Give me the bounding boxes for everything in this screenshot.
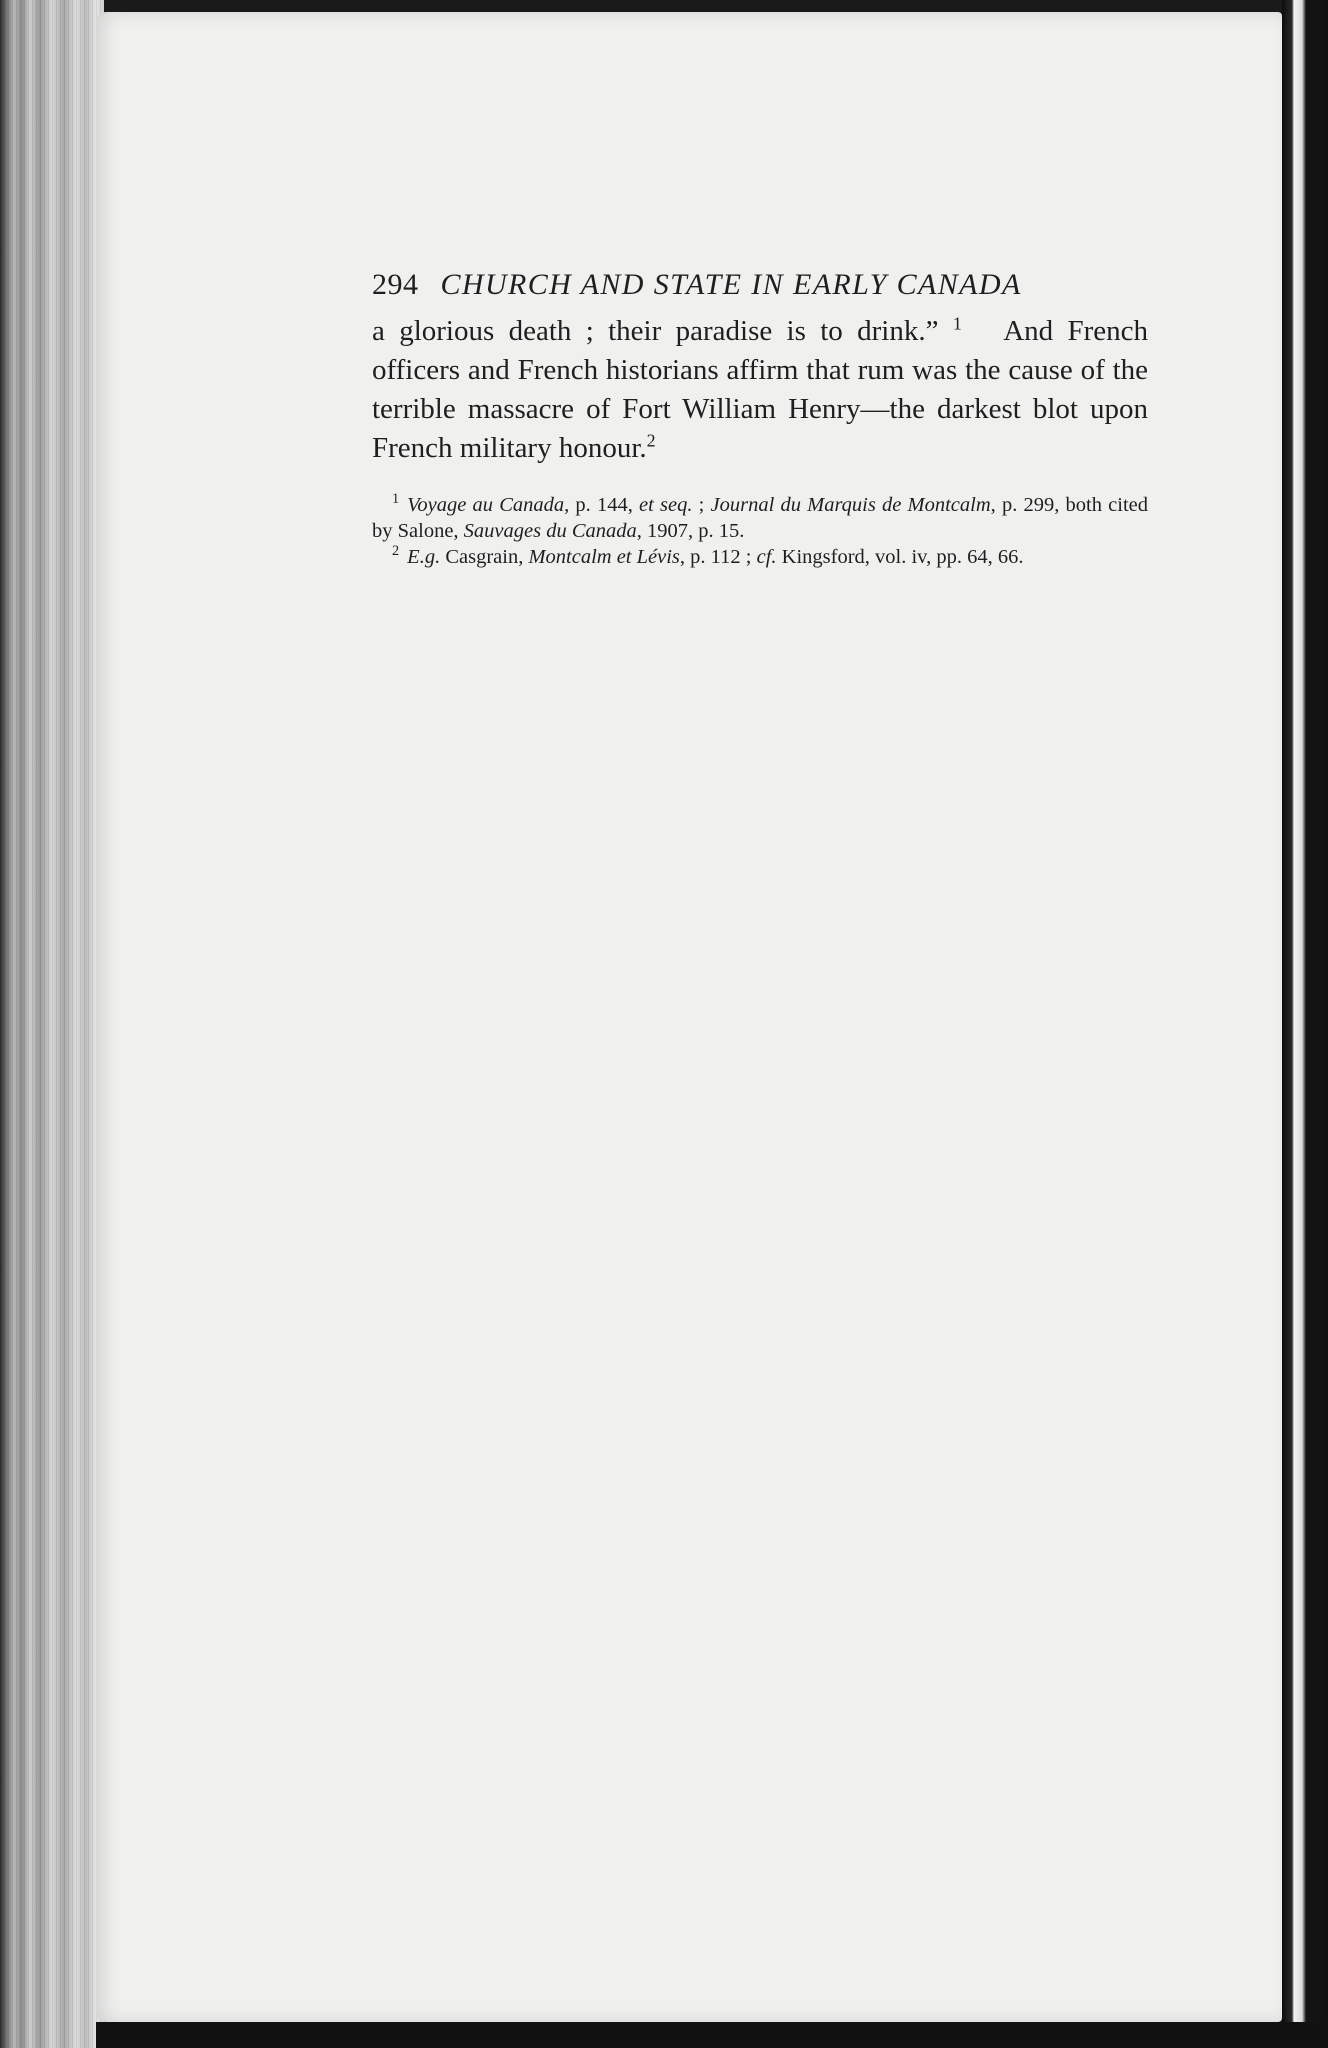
- footnote-text: Journal du Marquis de Montcalm: [710, 494, 991, 516]
- page-content: [372, 268, 1148, 570]
- paragraph-text: And French officers and French historians affirm that rum was the cause of the terrible massacre of Fort William Henry—the darkest blot upon French military honour.: [372, 315, 1149, 464]
- paragraph: [372, 312, 1148, 468]
- footnote-text: E.g.: [407, 546, 441, 568]
- footnote-marker: 2: [392, 543, 400, 560]
- footnote-1: [372, 492, 1148, 544]
- footnote-text: Voyage au Canada: [407, 494, 565, 516]
- footnote-marker: 1: [392, 491, 400, 508]
- footnote-text: Casgrain,: [440, 546, 529, 568]
- footnote-text: , 1907, p. 15.: [636, 520, 745, 542]
- running-title: CHURCH AND STATE IN EARLY CANADA: [440, 268, 1022, 301]
- footnote-text: et seq.: [639, 494, 693, 516]
- footnote-text: , p. 112 ;: [679, 546, 757, 568]
- footnote-text: , p. 144,: [564, 494, 640, 516]
- footnote-text: , p. 299, both cited by Salone,: [372, 494, 1148, 542]
- body-text: [372, 312, 1148, 468]
- running-header: [372, 268, 1148, 302]
- binding-edge: [1282, 0, 1328, 2048]
- page-stack-edge: [0, 0, 104, 2048]
- footnotes: [372, 492, 1148, 570]
- footnote-text: Kingsford, vol. iv, pp. 64, 66.: [776, 546, 1024, 568]
- paragraph-text: a glorious death ; their paradise is to drink.”: [372, 315, 939, 347]
- footnote-text: cf.: [756, 546, 777, 568]
- footnote-2: [372, 544, 1148, 570]
- footnote-ref-1: 1: [952, 313, 962, 334]
- bottom-shadow: [96, 2022, 1328, 2048]
- footnote-text: Montcalm et Lévis: [528, 546, 680, 568]
- footnote-text: Sauvages du Canada: [463, 520, 637, 542]
- footnote-text: ;: [692, 494, 711, 516]
- page-number: 294: [372, 268, 419, 301]
- footnote-ref-2: 2: [646, 430, 656, 451]
